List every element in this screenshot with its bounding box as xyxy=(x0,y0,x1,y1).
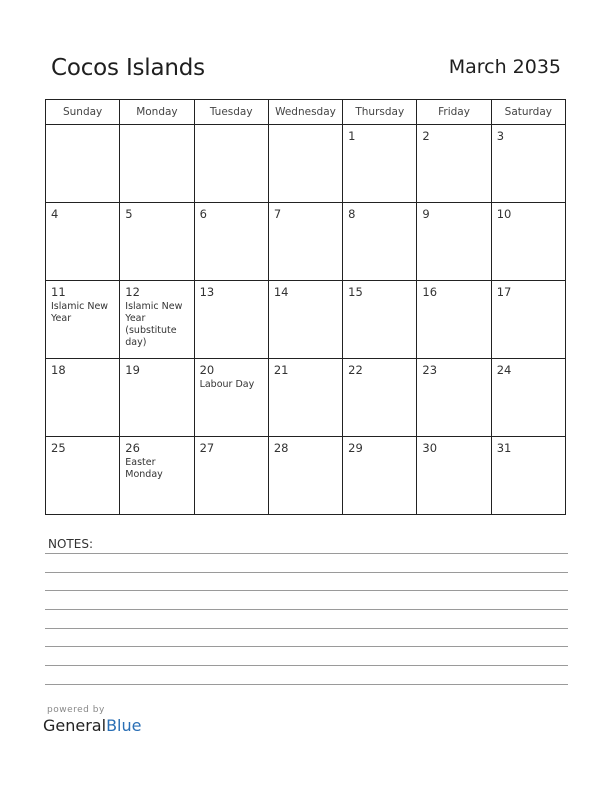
weekday-friday: Friday xyxy=(417,100,491,125)
day-number: 2 xyxy=(422,129,430,143)
day-cell xyxy=(343,437,417,515)
day-number: 24 xyxy=(496,363,512,377)
day-number: 25 xyxy=(51,441,66,455)
day-number: 17 xyxy=(496,285,512,299)
day-number: 1 xyxy=(348,129,356,143)
day-number xyxy=(120,125,193,129)
day-number: 20 xyxy=(199,363,215,377)
day-cell xyxy=(417,437,491,515)
day-cell xyxy=(120,359,194,437)
day-number: 27 xyxy=(199,441,215,455)
day-number: 4 xyxy=(51,207,59,221)
notes-label: NOTES: xyxy=(48,537,93,551)
day-cell xyxy=(491,203,565,281)
day-cell xyxy=(120,437,194,515)
day-number: 22 xyxy=(348,363,363,377)
day-cell xyxy=(343,359,417,437)
day-number: 12 xyxy=(125,285,140,299)
day-number: 11 xyxy=(51,285,66,299)
day-cell xyxy=(491,125,565,203)
day-number xyxy=(195,125,268,129)
day-cell xyxy=(417,281,491,359)
note-line xyxy=(45,646,568,647)
day-cell xyxy=(46,125,120,203)
weekday-header-row xyxy=(46,100,566,125)
brand-general: General xyxy=(43,716,107,735)
note-line xyxy=(45,684,568,685)
day-number: 8 xyxy=(348,207,356,221)
day-cell xyxy=(491,359,565,437)
weekday-tuesday: Tuesday xyxy=(194,100,268,125)
day-number: 16 xyxy=(422,285,438,299)
note-line xyxy=(45,628,568,629)
day-number: 13 xyxy=(199,285,215,299)
day-cell xyxy=(46,203,120,281)
day-cell xyxy=(491,281,565,359)
day-cell xyxy=(268,281,342,359)
weekday-saturday: Saturday xyxy=(491,100,565,125)
calendar-week-row xyxy=(46,437,566,515)
calendar-week-row xyxy=(46,125,566,203)
day-cell xyxy=(194,359,268,437)
calendar-grid xyxy=(45,99,566,515)
day-cell xyxy=(46,281,120,359)
generalblue-logo xyxy=(43,716,141,735)
day-cell xyxy=(120,125,194,203)
weekday-sunday: Sunday xyxy=(46,100,120,125)
weekday-wednesday: Wednesday xyxy=(268,100,342,125)
day-number: 7 xyxy=(273,207,282,221)
day-number: 30 xyxy=(422,441,438,455)
day-cell xyxy=(417,203,491,281)
day-cell xyxy=(194,437,268,515)
brand-blue: Blue xyxy=(106,716,142,735)
day-cell xyxy=(417,359,491,437)
calendar-month: March 2035 xyxy=(448,56,561,78)
note-line xyxy=(45,572,568,573)
day-number: 5 xyxy=(125,207,133,221)
day-number: 15 xyxy=(348,285,363,299)
day-cell xyxy=(120,203,194,281)
holiday-label: Easter Monday xyxy=(125,457,163,480)
day-number: 10 xyxy=(496,207,512,221)
day-number: 9 xyxy=(422,207,430,221)
holiday-label: Labour Day xyxy=(199,379,255,390)
calendar-body xyxy=(46,125,566,515)
note-line xyxy=(45,590,568,591)
day-number: 21 xyxy=(273,363,289,377)
day-cell xyxy=(268,125,342,203)
calendar-week-row xyxy=(46,203,566,281)
day-number xyxy=(46,125,119,129)
day-number: 6 xyxy=(199,207,207,221)
calendar-title: Cocos Islands xyxy=(51,55,205,81)
day-cell xyxy=(491,437,565,515)
day-number: 23 xyxy=(422,363,438,377)
day-cell xyxy=(194,203,268,281)
day-cell xyxy=(268,203,342,281)
note-line xyxy=(45,553,568,554)
day-cell xyxy=(343,203,417,281)
holiday-label: Islamic New Year xyxy=(51,301,109,324)
day-cell xyxy=(417,125,491,203)
day-number: 29 xyxy=(348,441,363,455)
day-number: 19 xyxy=(125,363,140,377)
holiday-label: Islamic New Year (substitute day) xyxy=(125,301,183,348)
day-cell xyxy=(194,125,268,203)
day-number: 31 xyxy=(496,441,512,455)
weekday-monday: Monday xyxy=(120,100,194,125)
day-number: 3 xyxy=(496,129,505,143)
powered-by-text: powered by xyxy=(47,705,105,715)
day-cell xyxy=(268,437,342,515)
day-cell xyxy=(46,359,120,437)
day-cell xyxy=(46,437,120,515)
day-cell xyxy=(120,281,194,359)
day-cell xyxy=(268,359,342,437)
calendar-week-row xyxy=(46,281,566,359)
weekday-thursday: Thursday xyxy=(343,100,417,125)
day-number: 14 xyxy=(273,285,289,299)
day-number: 26 xyxy=(125,441,140,455)
day-cell xyxy=(343,125,417,203)
calendar-week-row xyxy=(46,359,566,437)
note-line xyxy=(45,609,568,610)
day-number xyxy=(269,125,342,129)
day-number: 18 xyxy=(51,363,66,377)
day-cell xyxy=(194,281,268,359)
note-line xyxy=(45,665,568,666)
day-cell xyxy=(343,281,417,359)
day-number: 28 xyxy=(273,441,289,455)
